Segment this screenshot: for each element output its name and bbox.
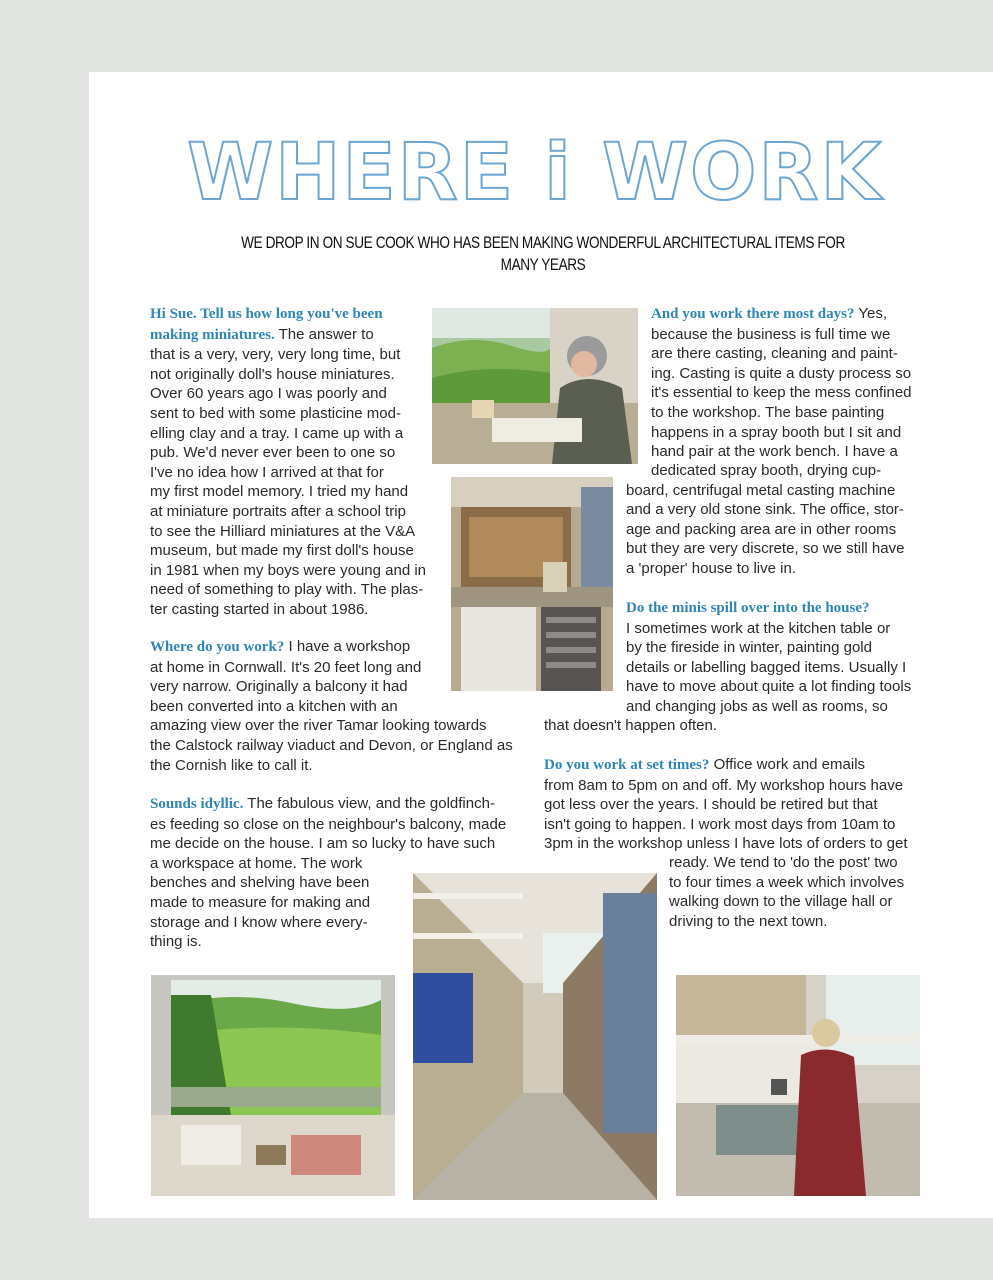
a4-line: board, centrifugal metal casting machine	[626, 481, 896, 499]
a6-line: Office work and emails	[709, 756, 866, 773]
a4-line: are there casting, cleaning and paint-	[651, 345, 898, 363]
a5-line: by the fireside in winter, painting gold	[626, 639, 872, 657]
a2-line: amazing view over the river Tamar looking towards	[150, 717, 487, 735]
q2-heading: Where do you work?	[150, 639, 285, 655]
q4-block-top	[651, 304, 912, 462]
a4-line: happens in a spray booth but I sit and	[651, 423, 902, 441]
a5-line: that doesn't happen often.	[544, 717, 718, 734]
a3-line: a workspace at home. The work	[150, 854, 363, 872]
a5-line: details or labelling bagged items. Usually I	[626, 658, 907, 676]
a5-line: I sometimes work at the kitchen table or	[626, 619, 891, 637]
a1-line: I've no idea how I arrived at that for	[150, 463, 384, 481]
a2-line: very narrow. Originally a balcony it had	[150, 678, 408, 696]
a1-line: in 1981 when my boys were young and in	[150, 561, 427, 579]
a4-line: hand pair at the work bench. I have a	[651, 443, 898, 461]
a3-line: benches and shelving have been	[150, 874, 370, 892]
a4-line: but they are very discrete, so we still have	[626, 540, 905, 558]
a3-line: me decide on the house. I am so lucky to have such	[150, 835, 496, 853]
a1-line: that is a very, very, very long time, but	[150, 346, 401, 364]
page-subtitle: WE DROP IN ON SUE COOK WHO HAS BEEN MAKING WONDERFUL ARCHITECTURAL ITEMS FOR MANY YEARS	[241, 233, 845, 274]
a1-line: Over 60 years ago I was poorly and	[150, 385, 387, 403]
a6-line: driving to the next town.	[669, 912, 828, 930]
a6-line: 3pm in the workshop unless I have lots of orders to get	[544, 835, 908, 853]
a6-line: got less over the years. I should be retired but that	[544, 796, 878, 814]
a2-line: the Cornish like to call it.	[150, 756, 313, 774]
photo-sue-at-bench	[676, 975, 920, 1196]
a5-line: have to move about quite a lot finding tools	[626, 678, 912, 696]
a1-line: not originally doll's house miniatures.	[150, 365, 395, 383]
a2-line: I have a workshop	[284, 638, 411, 655]
a1-line: museum, but made my first doll's house	[150, 542, 414, 560]
a3-line: es feeding so close on the neighbour's balcony, made	[150, 815, 507, 833]
a4-line: Yes,	[854, 305, 888, 322]
a5-line: and changing jobs as well as rooms, so	[626, 697, 888, 715]
photo-spray-booth	[451, 477, 613, 691]
a2-line: been converted into a kitchen with an	[150, 697, 398, 715]
a1-line: ter casting started in about 1986.	[150, 600, 369, 618]
a2-line: at home in Cornwall. It's 20 feet long and	[150, 658, 422, 676]
a6-line: walking down to the village hall or	[669, 893, 893, 911]
a3-line: storage and I know where every-	[150, 913, 368, 931]
q5-block	[626, 598, 911, 717]
a2-line: the Calstock railway viaduct and Devon, or England as	[150, 736, 513, 754]
a5-last	[544, 716, 717, 736]
a4-line: dedicated spray booth, drying cup-	[651, 462, 882, 479]
a1-line: need of something to play with. The plas-	[150, 581, 424, 599]
q6-block-bottom	[669, 853, 904, 931]
q4-heading: And you work there most days?	[651, 306, 855, 322]
photo-workshop-corridor	[413, 873, 657, 1200]
a1-line: my first model memory. I tried my hand	[150, 483, 409, 501]
q6-block	[544, 755, 908, 854]
a1-line: pub. We'd never ever been to one so	[150, 444, 396, 462]
q1-heading-2: making miniatures.	[150, 326, 275, 343]
photo-window-view	[151, 975, 395, 1196]
a6-line: to four times a week which involves	[669, 873, 905, 891]
a4-line: and a very old stone sink. The office, stor-	[626, 501, 904, 519]
q1-heading: Hi Sue. Tell us how long you've been	[150, 306, 383, 322]
a6-line: isn't going to happen. I work most days from 10am to	[544, 815, 896, 833]
a4-line: it's essential to keep the mess confined	[651, 384, 912, 402]
a1-line: to see the Hilliard miniatures at the V&A	[150, 522, 416, 540]
a4-line: because the business is full time we	[651, 325, 891, 343]
q4-block-bottom	[626, 461, 904, 579]
a1-line: elling clay and a tray. I came up with a	[150, 424, 404, 442]
photo-sue-at-window	[432, 308, 638, 464]
a6-line: ready. We tend to 'do the post' two	[669, 854, 898, 871]
a1-line: sent to bed with some plasticine mod-	[150, 404, 401, 422]
a6-line: from 8am to 5pm on and off. My workshop hours have	[544, 776, 904, 794]
a1-line: at miniature portraits after a school trip	[150, 502, 406, 520]
a3-line: made to measure for making and	[150, 893, 371, 911]
a4-line: age and packing area are in other rooms	[626, 520, 897, 538]
q3-heading: Sounds idyllic.	[150, 796, 244, 812]
q1-block	[150, 304, 426, 620]
a3-line: The fabulous view, and the goldfinch-	[243, 795, 495, 812]
a1-line: The answer to	[274, 325, 374, 343]
a4-line: to the workshop. The base painting	[651, 403, 885, 421]
a4-line: ing. Casting is quite a dusty process so	[651, 364, 912, 382]
a3-line: thing is.	[150, 933, 202, 951]
a4-line: a 'proper' house to live in.	[626, 559, 796, 577]
q5-heading: Do the minis spill over into the house?	[626, 600, 870, 616]
page-title: WHERE i WORK	[187, 128, 883, 218]
q6-heading: Do you work at set times?	[544, 757, 710, 773]
